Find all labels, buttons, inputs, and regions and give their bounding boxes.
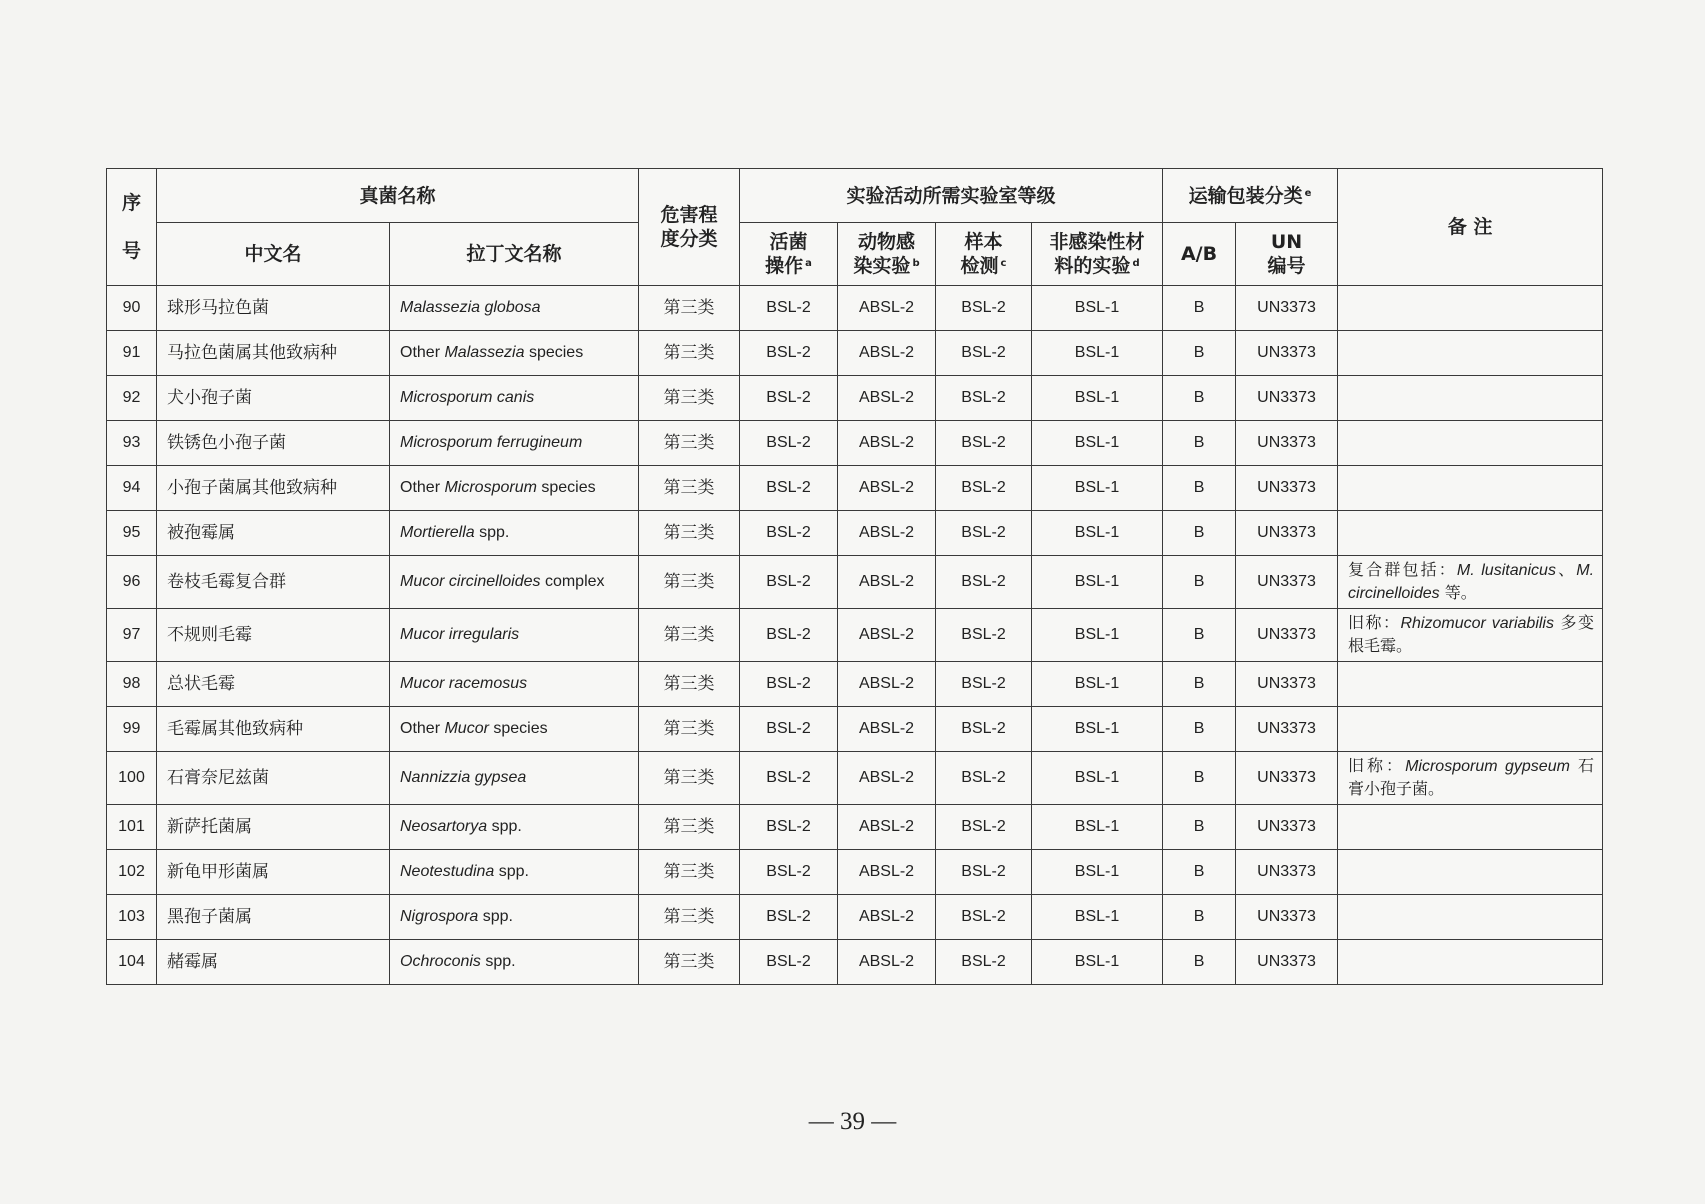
latin-name-italic: Mucor irregularis xyxy=(400,626,520,643)
animal-infection-level: ABSL-2 xyxy=(838,376,936,421)
package-ab: B xyxy=(1163,805,1236,850)
table-row xyxy=(107,466,1603,511)
package-ab: B xyxy=(1163,609,1236,662)
remark xyxy=(1338,850,1603,895)
remark xyxy=(1338,805,1603,850)
live-culture-level: BSL-2 xyxy=(740,752,838,805)
remark xyxy=(1338,556,1603,609)
hazard-class: 第三类 xyxy=(639,752,740,805)
live-culture-level: BSL-2 xyxy=(740,609,838,662)
package-ab: B xyxy=(1163,466,1236,511)
remark xyxy=(1338,707,1603,752)
table-row xyxy=(107,609,1603,662)
un-header-line2: 编号 xyxy=(1267,255,1306,277)
hazard-class: 第三类 xyxy=(639,376,740,421)
latin-name xyxy=(390,940,639,985)
latin-name-italic: Microsporum ferrugineum xyxy=(400,434,583,451)
remark xyxy=(1338,895,1603,940)
animal-infection-level: ABSL-2 xyxy=(838,286,936,331)
latin-name-italic: Microsporum canis xyxy=(400,389,535,406)
latin-name-prefix: Other xyxy=(400,344,445,361)
table-row xyxy=(107,331,1603,376)
package-ab: B xyxy=(1163,752,1236,805)
animal-infection-level: ABSL-2 xyxy=(838,331,936,376)
latin-name-italic: Nannizzia gypsea xyxy=(400,769,527,786)
latin-name xyxy=(390,609,639,662)
table-row xyxy=(107,805,1603,850)
sample-test-level: BSL-2 xyxy=(936,466,1032,511)
animal-infection-level: ABSL-2 xyxy=(838,940,936,985)
table-row xyxy=(107,376,1603,421)
latin-name-italic: Nigrospora xyxy=(400,908,479,925)
live-culture-level: BSL-2 xyxy=(740,466,838,511)
noninf-header-line2: 料的实验 xyxy=(1054,255,1131,277)
un-number: UN3373 xyxy=(1236,376,1338,421)
un-number: UN3373 xyxy=(1236,805,1338,850)
row-number: 103 xyxy=(107,895,157,940)
noninfectious-level: BSL-1 xyxy=(1032,421,1163,466)
fungus-name-header: 真菌名称 xyxy=(157,169,639,223)
latin-name-italic: Ochroconis xyxy=(400,953,481,970)
document-page xyxy=(106,168,1602,985)
hazard-class: 第三类 xyxy=(639,805,740,850)
latin-name-suffix: species xyxy=(524,344,584,361)
row-number: 101 xyxy=(107,805,157,850)
table-row xyxy=(107,511,1603,556)
animal-infection-level: ABSL-2 xyxy=(838,511,936,556)
latin-name-suffix: spp. xyxy=(480,953,516,970)
animal-header-line1: 动物感 xyxy=(858,231,916,253)
un-number: UN3373 xyxy=(1236,286,1338,331)
row-number: 104 xyxy=(107,940,157,985)
live-culture-level: BSL-2 xyxy=(740,421,838,466)
latin-name-prefix: Other xyxy=(400,720,445,737)
sample-test-level: BSL-2 xyxy=(936,662,1032,707)
remark-text-2: 石膏小孢子菌。 xyxy=(1348,756,1595,798)
row-number: 100 xyxy=(107,752,157,805)
remark-text-2: 多变根毛霉。 xyxy=(1348,613,1595,655)
animal-infection-level: ABSL-2 xyxy=(838,752,936,805)
un-number: UN3373 xyxy=(1236,609,1338,662)
noninfectious-level: BSL-1 xyxy=(1032,895,1163,940)
un-number: UN3373 xyxy=(1236,331,1338,376)
latin-name xyxy=(390,331,639,376)
live-culture-level: BSL-2 xyxy=(740,805,838,850)
remark xyxy=(1338,466,1603,511)
chinese-name-header: 中文名 xyxy=(157,223,390,286)
seq-header-line1: 序 xyxy=(121,192,141,214)
un-header-line1: UN xyxy=(1270,231,1303,253)
hazard-class: 第三类 xyxy=(639,662,740,707)
live-footnote-mark: a xyxy=(805,258,812,269)
noninfectious-level: BSL-1 xyxy=(1032,940,1163,985)
row-number: 96 xyxy=(107,556,157,609)
chinese-name: 小孢子菌属其他致病种 xyxy=(157,466,390,511)
noninfectious-level: BSL-1 xyxy=(1032,286,1163,331)
package-ab: B xyxy=(1163,556,1236,609)
hazard-class: 第三类 xyxy=(639,556,740,609)
sample-test-level: BSL-2 xyxy=(936,331,1032,376)
fungi-table xyxy=(106,168,1603,985)
noninfectious-level: BSL-1 xyxy=(1032,850,1163,895)
latin-name-italic: Mucor xyxy=(444,720,489,737)
un-number: UN3373 xyxy=(1236,466,1338,511)
remarks-header: 备 注 xyxy=(1338,169,1603,286)
live-culture-level: BSL-2 xyxy=(740,662,838,707)
remark-italic-1: M. lusitanicus xyxy=(1456,562,1556,579)
hazard-class: 第三类 xyxy=(639,421,740,466)
live-culture-level: BSL-2 xyxy=(740,511,838,556)
latin-name-italic: Malassezia globosa xyxy=(400,299,541,316)
live-culture-level: BSL-2 xyxy=(740,940,838,985)
un-number-header xyxy=(1236,223,1338,286)
row-number: 94 xyxy=(107,466,157,511)
noninfectious-level: BSL-1 xyxy=(1032,376,1163,421)
table-row xyxy=(107,662,1603,707)
hazard-class: 第三类 xyxy=(639,331,740,376)
noninfectious-header xyxy=(1032,223,1163,286)
hazard-class: 第三类 xyxy=(639,609,740,662)
transport-footnote-mark: e xyxy=(1304,187,1312,199)
sample-test-header xyxy=(936,223,1032,286)
hazard-header xyxy=(639,169,740,286)
noninfectious-level: BSL-1 xyxy=(1032,556,1163,609)
latin-name-suffix: complex xyxy=(540,573,605,590)
chinese-name: 总状毛霉 xyxy=(157,662,390,707)
latin-name-suffix: species xyxy=(536,479,596,496)
latin-name xyxy=(390,895,639,940)
latin-name xyxy=(390,805,639,850)
package-ab: B xyxy=(1163,895,1236,940)
un-number: UN3373 xyxy=(1236,850,1338,895)
remark-italic-1: Microsporum gypseum xyxy=(1405,758,1570,775)
sample-test-level: BSL-2 xyxy=(936,850,1032,895)
live-culture-level: BSL-2 xyxy=(740,895,838,940)
latin-name xyxy=(390,466,639,511)
latin-name xyxy=(390,752,639,805)
latin-name-italic: Neosartorya xyxy=(400,818,488,835)
row-number: 92 xyxy=(107,376,157,421)
sample-test-level: BSL-2 xyxy=(936,376,1032,421)
remark-text-1: 旧称： xyxy=(1348,613,1401,632)
live-culture-header xyxy=(740,223,838,286)
table-body xyxy=(107,286,1603,985)
remark xyxy=(1338,421,1603,466)
noninfectious-level: BSL-1 xyxy=(1032,805,1163,850)
sample-test-level: BSL-2 xyxy=(936,286,1032,331)
remark xyxy=(1338,511,1603,556)
live-culture-level: BSL-2 xyxy=(740,850,838,895)
noninfectious-level: BSL-1 xyxy=(1032,609,1163,662)
package-ab: B xyxy=(1163,286,1236,331)
latin-name xyxy=(390,707,639,752)
package-ab: B xyxy=(1163,850,1236,895)
remark xyxy=(1338,752,1603,805)
latin-name-suffix: spp. xyxy=(487,818,522,835)
un-number: UN3373 xyxy=(1236,556,1338,609)
chinese-name: 被孢霉属 xyxy=(157,511,390,556)
table-row xyxy=(107,850,1603,895)
sample-test-level: BSL-2 xyxy=(936,511,1032,556)
sample-header-line2: 检测 xyxy=(960,255,999,277)
transport-header xyxy=(1163,169,1338,223)
chinese-name: 球形马拉色菌 xyxy=(157,286,390,331)
row-number: 91 xyxy=(107,331,157,376)
latin-name-italic: Mucor circinelloides xyxy=(400,573,541,590)
ab-header: A/B xyxy=(1163,223,1236,286)
row-number: 102 xyxy=(107,850,157,895)
hazard-header-line2: 度分类 xyxy=(660,228,718,250)
noninfectious-level: BSL-1 xyxy=(1032,511,1163,556)
package-ab: B xyxy=(1163,376,1236,421)
remark xyxy=(1338,286,1603,331)
sample-header-line1: 样本 xyxy=(964,231,1003,253)
latin-name-header: 拉丁文名称 xyxy=(390,223,639,286)
remark xyxy=(1338,940,1603,985)
remark-text-1: 旧称： xyxy=(1348,756,1406,775)
row-number: 99 xyxy=(107,707,157,752)
un-number: UN3373 xyxy=(1236,940,1338,985)
noninfectious-level: BSL-1 xyxy=(1032,752,1163,805)
remark xyxy=(1338,331,1603,376)
latin-name xyxy=(390,376,639,421)
latin-name xyxy=(390,850,639,895)
noninfectious-level: BSL-1 xyxy=(1032,662,1163,707)
live-culture-level: BSL-2 xyxy=(740,707,838,752)
chinese-name: 赭霉属 xyxy=(157,940,390,985)
latin-name-italic: Microsporum xyxy=(444,479,537,496)
animal-footnote-mark: b xyxy=(912,258,920,269)
animal-infection-level: ABSL-2 xyxy=(838,850,936,895)
animal-infection-header xyxy=(838,223,936,286)
animal-header-line2: 染实验 xyxy=(853,255,911,277)
hazard-class: 第三类 xyxy=(639,707,740,752)
package-ab: B xyxy=(1163,940,1236,985)
latin-name-suffix: spp. xyxy=(494,863,529,880)
hazard-class: 第三类 xyxy=(639,466,740,511)
latin-name-italic: Malassezia xyxy=(444,344,525,361)
animal-infection-level: ABSL-2 xyxy=(838,707,936,752)
remark-text-2: 、 xyxy=(1555,560,1577,579)
un-number: UN3373 xyxy=(1236,895,1338,940)
package-ab: B xyxy=(1163,662,1236,707)
hazard-class: 第三类 xyxy=(639,895,740,940)
latin-name xyxy=(390,511,639,556)
animal-infection-level: ABSL-2 xyxy=(838,466,936,511)
animal-infection-level: ABSL-2 xyxy=(838,609,936,662)
chinese-name: 黑孢子菌属 xyxy=(157,895,390,940)
table-row xyxy=(107,752,1603,805)
latin-name-prefix: Other xyxy=(400,479,445,496)
package-ab: B xyxy=(1163,511,1236,556)
latin-name-italic: Mortierella xyxy=(400,524,475,541)
noninf-header-line1: 非感染性材 xyxy=(1049,231,1145,253)
hazard-header-line1: 危害程 xyxy=(660,204,718,226)
noninfectious-level: BSL-1 xyxy=(1032,331,1163,376)
table-row xyxy=(107,707,1603,752)
chinese-name: 铁锈色小孢子菌 xyxy=(157,421,390,466)
hazard-class: 第三类 xyxy=(639,850,740,895)
table-header xyxy=(107,169,1603,286)
animal-infection-level: ABSL-2 xyxy=(838,662,936,707)
row-number: 93 xyxy=(107,421,157,466)
latin-name xyxy=(390,556,639,609)
un-number: UN3373 xyxy=(1236,662,1338,707)
table-row xyxy=(107,286,1603,331)
chinese-name: 毛霉属其他致病种 xyxy=(157,707,390,752)
un-number: UN3373 xyxy=(1236,707,1338,752)
un-number: UN3373 xyxy=(1236,752,1338,805)
sample-test-level: BSL-2 xyxy=(936,421,1032,466)
seq-header xyxy=(107,169,157,286)
sample-test-level: BSL-2 xyxy=(936,805,1032,850)
latin-name xyxy=(390,662,639,707)
table-row xyxy=(107,556,1603,609)
package-ab: B xyxy=(1163,707,1236,752)
remark-italic-2: M. circinelloides xyxy=(1348,562,1595,602)
animal-infection-level: ABSL-2 xyxy=(838,556,936,609)
live-culture-level: BSL-2 xyxy=(740,286,838,331)
sample-test-level: BSL-2 xyxy=(936,707,1032,752)
chinese-name: 犬小孢子菌 xyxy=(157,376,390,421)
sample-test-level: BSL-2 xyxy=(936,556,1032,609)
row-number: 90 xyxy=(107,286,157,331)
row-number: 95 xyxy=(107,511,157,556)
package-ab: B xyxy=(1163,421,1236,466)
hazard-class: 第三类 xyxy=(639,940,740,985)
live-culture-level: BSL-2 xyxy=(740,331,838,376)
latin-name xyxy=(390,421,639,466)
lab-level-header: 实验活动所需实验室等级 xyxy=(740,169,1163,223)
animal-infection-level: ABSL-2 xyxy=(838,895,936,940)
remark xyxy=(1338,609,1603,662)
chinese-name: 新龟甲形菌属 xyxy=(157,850,390,895)
sample-test-level: BSL-2 xyxy=(936,895,1032,940)
chinese-name: 石膏奈尼兹菌 xyxy=(157,752,390,805)
live-header-line2: 操作 xyxy=(765,255,804,277)
remark xyxy=(1338,662,1603,707)
remark-italic-1: Rhizomucor variabilis xyxy=(1400,615,1554,632)
live-header-line1: 活菌 xyxy=(769,231,808,253)
transport-header-label: 运输包装分类 xyxy=(1188,184,1303,207)
chinese-name: 新萨托菌属 xyxy=(157,805,390,850)
page-number: — 39 — xyxy=(808,1108,897,1135)
animal-infection-level: ABSL-2 xyxy=(838,421,936,466)
table-row xyxy=(107,421,1603,466)
noninfectious-level: BSL-1 xyxy=(1032,707,1163,752)
sample-footnote-mark: c xyxy=(1000,258,1007,269)
latin-name-suffix: species xyxy=(488,720,548,737)
remark xyxy=(1338,376,1603,421)
sample-test-level: BSL-2 xyxy=(936,940,1032,985)
live-culture-level: BSL-2 xyxy=(740,556,838,609)
row-number: 97 xyxy=(107,609,157,662)
sample-test-level: BSL-2 xyxy=(936,752,1032,805)
remark-text-3: 等。 xyxy=(1439,583,1477,602)
latin-name-suffix: spp. xyxy=(474,524,510,541)
row-number: 98 xyxy=(107,662,157,707)
hazard-class: 第三类 xyxy=(639,511,740,556)
hazard-class: 第三类 xyxy=(639,286,740,331)
un-number: UN3373 xyxy=(1236,511,1338,556)
latin-name-italic: Mucor racemosus xyxy=(400,675,528,692)
seq-header-line2: 号 xyxy=(121,240,141,262)
table-row xyxy=(107,940,1603,985)
live-culture-level: BSL-2 xyxy=(740,376,838,421)
sample-test-level: BSL-2 xyxy=(936,609,1032,662)
latin-name-suffix: spp. xyxy=(478,908,513,925)
remark-text-1: 复合群包括： xyxy=(1348,560,1457,579)
animal-infection-level: ABSL-2 xyxy=(838,805,936,850)
chinese-name: 不规则毛霉 xyxy=(157,609,390,662)
chinese-name: 马拉色菌属其他致病种 xyxy=(157,331,390,376)
latin-name-italic: Neotestudina xyxy=(400,863,495,880)
latin-name xyxy=(390,286,639,331)
chinese-name: 卷枝毛霉复合群 xyxy=(157,556,390,609)
un-number: UN3373 xyxy=(1236,421,1338,466)
noninf-footnote-mark: d xyxy=(1132,258,1140,269)
table-row xyxy=(107,895,1603,940)
package-ab: B xyxy=(1163,331,1236,376)
noninfectious-level: BSL-1 xyxy=(1032,466,1163,511)
